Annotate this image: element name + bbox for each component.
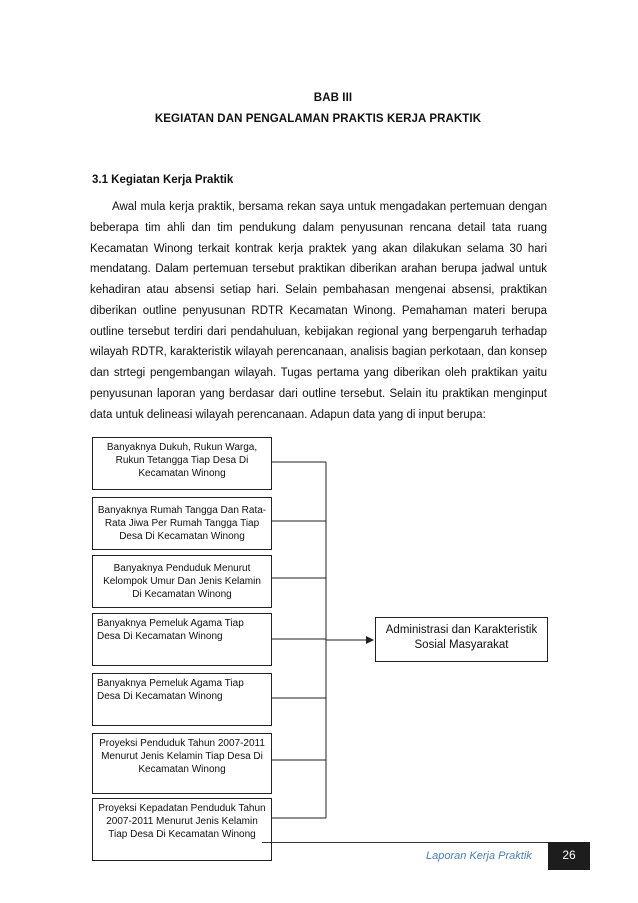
page-number: 26 bbox=[548, 842, 590, 870]
data-box-1: Banyaknya Dukuh, Rukun Warga, Rukun Tetangga Tiap Desa Di Kecamatan Winong bbox=[92, 437, 272, 490]
target-box: Administrasi dan Karakteristik Sosial Masyarakat bbox=[375, 617, 548, 662]
chapter-title: KEGIATAN DAN PENGALAMAN PRAKTIS KERJA PRAKTIK bbox=[154, 113, 482, 125]
data-box-3: Banyaknya Penduduk Menurut Kelompok Umur Dan Jenis Kelamin Di Kecamatan Winong bbox=[92, 555, 272, 608]
footer-rule bbox=[262, 842, 590, 843]
data-box-5: Banyaknya Pemeluk Agama Tiap Desa Di Kecamatan Winong bbox=[92, 673, 272, 726]
data-box-7: Proyeksi Kepadatan Penduduk Tahun 2007-2011 Menurut Jenis Kelamin Tiap Desa Di Kecamatan Winong bbox=[92, 798, 272, 861]
section-paragraph: Awal mula kerja praktik, bersama rekan saya untuk mengadakan pertemuan dengan beberapa tim ahli dan tim pendukung dalam penyusunan rencana detail tata ruang Kecamatan Winong terkait kontrak kerja praktek yang akan dilakukan selama 30 hari mendatang. Dalam pertemuan tersebut praktikan diberikan arahan berupa jadwal untuk kehadiran atau absensi setiap hari. Selain pembahasan mengenai absensi, praktikan diberikan outline penyusunan RDTR Kecamatan Winong. Pemahaman materi berupa outline tersebut terdiri dari pendahuluan, kebijakan regional yang berpengaruh terhadap wilayah RDTR, karakteristik wilayah perencanaan, analisis bagian perkotaan, dan konsep dan strtegi pengembangan wilayah. Tugas pertama yang diberikan oleh praktikan yaitu penyusunan laporan yang berdasar dari outline tersebut. Selain itu praktikan menginput data untuk delineasi wilayah perencanaan. Adapun data yang di input berupa: bbox=[90, 201, 547, 421]
data-box-2: Banyaknya Rumah Tangga Dan Rata-Rata Jiwa Per Rumah Tangga Tiap Desa Di Kecamatan Winong bbox=[92, 497, 272, 550]
section-title: 3.1 Kegiatan Kerja Praktik bbox=[92, 174, 234, 186]
footer-label: Laporan Kerja Praktik bbox=[426, 850, 532, 862]
chapter-heading: BAB III bbox=[313, 92, 353, 104]
arrow-head-icon bbox=[366, 636, 374, 644]
data-box-6: Proyeksi Penduduk Tahun 2007-2011 Menurut Jenis Kelamin Tiap Desa Di Kecamatan Winong bbox=[92, 733, 272, 794]
data-box-4: Banyaknya Pemeluk Agama Tiap Desa Di Kecamatan Winong bbox=[92, 613, 272, 666]
